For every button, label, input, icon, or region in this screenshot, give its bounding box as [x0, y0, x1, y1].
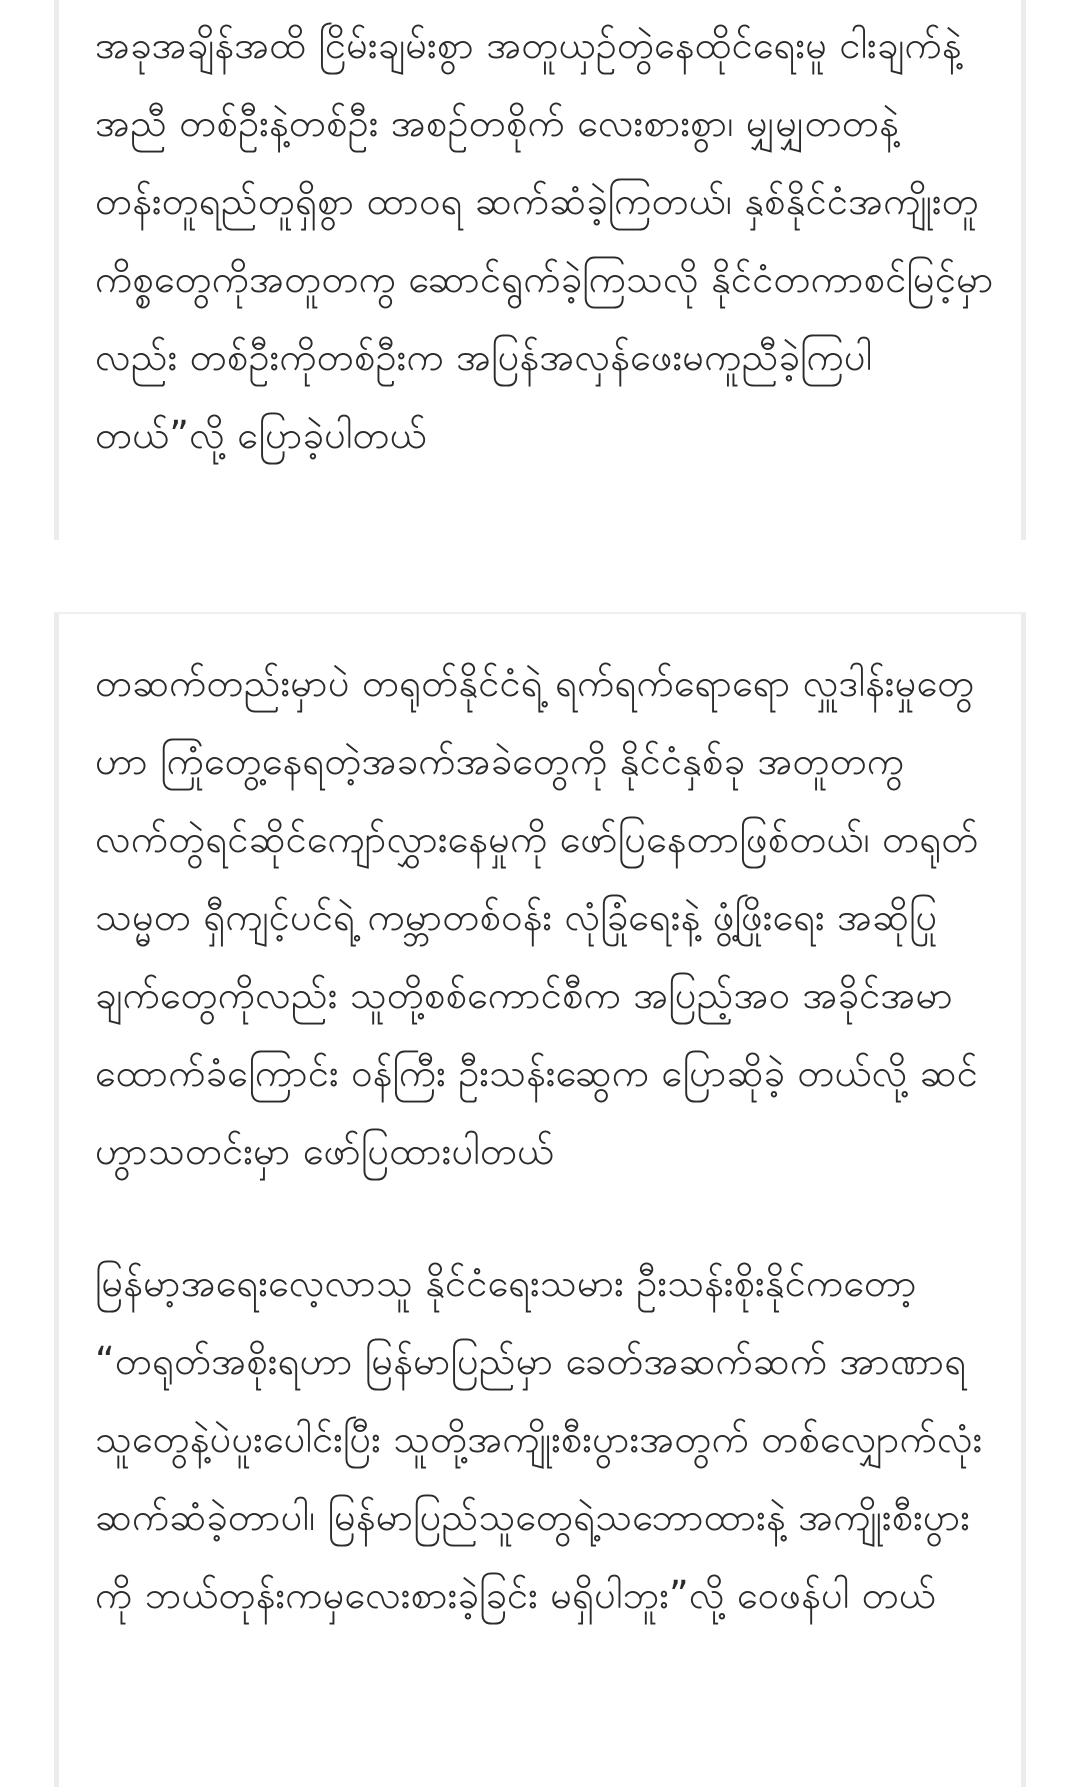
article-card-top	[54, 0, 1026, 540]
article-paragraph: အခုအချိန်အထိ ငြိမ်းချမ်းစွာ အတူယှဉ်တွဲနေထိုင်ရေးမူ ငါးချက်နဲ့အညီ တစ်ဦးနဲ့တစ်ဦး အစဉ်တစိုက် လေးစားစွာ၊ မျှမျှတတနဲ့ တန်းတူရည်တူရှိစွာ ထာဝရ ဆက်ဆံခဲ့ကြတယ်၊ နှစ်နိုင်ငံအကျိုးတူကိစ္စတွေကိုအတူတကွ ဆောင်ရွက်ခဲ့ကြသလို နိုင်ငံတကာစင်မြင့်မှာလည်း တစ်ဦးကိုတစ်ဦးက အပြန်အလှန်ဖေးမကူညီခဲ့ကြပါ တယ်”လို့ ပြောခဲ့ပါတယ်	[95, 23, 994, 457]
article-paragraph: မြန်မာ့အရေးလေ့လာသူ နိုင်ငံရေးသမား ဦးသန်းစိုးနိုင်ကတော့ “တရုတ်အစိုးရဟာ မြန်မာပြည်မှာ ခေတ်အဆက်ဆက် အာဏာရသူတွေနဲ့ပဲပူးပေါင်းပြီး သူတို့အကျိုးစီးပွားအတွက် တစ်လျှောက်လုံးဆက်ဆံခဲ့တာပါ၊ မြန်မာပြည်သူတွေရဲ့သဘောထားနဲ့ အကျိုးစီးပွားကို ဘယ်တုန်းကမှလေးစားခဲ့ခြင်း မရှိပါဘူး”လို့ ဝေဖန်ပါ တယ်	[95, 1261, 983, 1617]
article-card-bottom	[54, 612, 1026, 1787]
article-paragraph: တဆက်တည်းမှာပဲ တရုတ်နိုင်ငံရဲ့ ရက်ရက်ရောရော လှူဒါန်းမှုတွေဟာ ကြုံတွေ့နေရတဲ့အခက်အခဲတွေကို နိုင်ငံနှစ်ခု အတူတကွ လက်တွဲရင်ဆိုင်ကျော်လွှားနေမှုကို ဖော်ပြနေတာဖြစ်တယ်၊ တရုတ်သမ္မတ ရှီကျင့်ပင်ရဲ့ ကမ္ဘာတစ်ဝန်း လုံခြုံရေးနဲ့ ဖွံ့ဖြိုးရေး အဆိုပြုချက်တွေကိုလည်း သူတို့စစ်ကောင်စီက အပြည့်အဝ အခိုင်အမာ ထောက်ခံကြောင်း ဝန်ကြီး ဦးသန်းဆွေက ပြောဆိုခဲ့ တယ်လို့ ဆင်ဟွာသတင်းမှာ ဖော်ပြထားပါတယ်	[95, 661, 979, 1173]
